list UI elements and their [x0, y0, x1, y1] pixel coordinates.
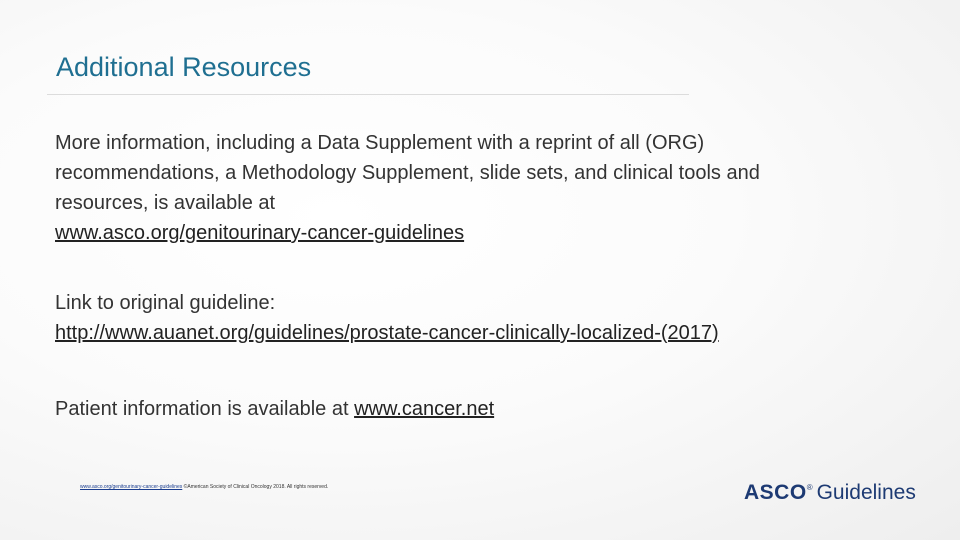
footer-guidelines-link[interactable]: www.asco.org/genitourinary-cancer-guidelines — [80, 484, 183, 490]
footer — [80, 483, 328, 491]
slide-title: Additional Resources — [56, 52, 312, 82]
patient-info-label: Patient information is available at — [55, 398, 355, 420]
logo-suffix: Guidelines — [816, 481, 916, 504]
resources-line-3: resources, is available at — [55, 192, 276, 214]
asco-guidelines-link[interactable]: www.asco.org/genitourinary-cancer-guidelines — [55, 222, 465, 244]
patient-info-paragraph — [55, 394, 935, 424]
footer-copyright: ©American Society of Clinical Oncology 2018. All rights reserved. — [182, 484, 329, 490]
title-divider — [47, 94, 689, 95]
asco-guidelines-logo — [744, 478, 916, 508]
resources-paragraph — [55, 128, 935, 248]
resources-line-2: recommendations, a Methodology Supplement, slide sets, and clinical tools and — [55, 162, 760, 184]
auanet-guideline-link[interactable]: http://www.auanet.org/guidelines/prostate-cancer-clinically-localized-(2017) — [55, 322, 719, 344]
logo-brand: ASCO — [744, 481, 807, 504]
original-guideline-label: Link to original guideline: — [55, 292, 276, 314]
original-guideline-paragraph — [55, 288, 935, 348]
resources-line-1: More information, including a Data Supplement with a reprint of all (ORG) — [55, 132, 705, 154]
logo-registered-mark: ® — [806, 482, 813, 492]
cancer-net-link[interactable]: www.cancer.net — [354, 398, 495, 420]
